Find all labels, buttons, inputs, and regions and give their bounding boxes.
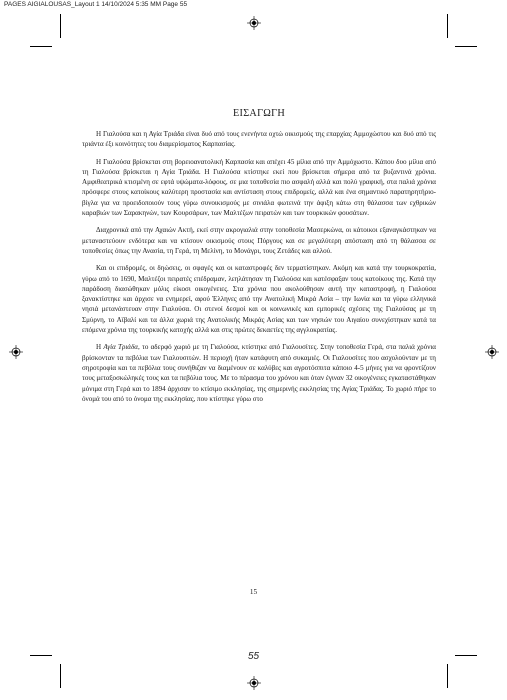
crop-mark-bottom-right-v: [447, 664, 448, 688]
folio-number: 55: [247, 651, 260, 662]
crop-mark-top-right-v: [447, 14, 448, 38]
crop-mark-top-right-h: [455, 46, 477, 47]
page-text-block: [82, 108, 436, 411]
paragraph-1: Η Γιαλούσα και η Αγία Τριάδα είναι δυό από τους ενενήντα οχτώ οικισμούς της επαρχίας Αμμοχώστου και δυό από τις τριάντα έξι κοινότητες του διαμερίσματος Καρπασίας.: [82, 130, 436, 149]
registration-mark-left-icon: [9, 345, 23, 359]
paragraph-5-start: Η: [96, 343, 104, 352]
crop-mark-top-left-v: [60, 14, 61, 38]
book-page-number: 15: [249, 588, 258, 596]
paragraph-5: [82, 342, 436, 404]
paragraph-5-rest: , το αδερφό χωριό με τη Γιαλούσα, κτίστηκε από Γιαλουσίτες. Στην τοποθεσία Γερά, στα παλιά χρόνια βρίσκονταν τα πεβόλια των Γιαλουσιτών. Η περιοχή ήταν κατάφυτη από συκαμιές. Οι Γιαλουσίτες που ασχολούνταν με τη σηροτροφία και τα πεβόλια τους συνήθιζαν να διαμένουν σε καλύβες και αγροτόσπιτα κάποιο 4-5 μήνες για να φροντίζουν τους μεταξοσκώληκές τους και τα πεβόλια τους. Με το πέρασμα του χρόνου και όταν έγιναν 32 οικογένειες εγκαταστάθηκαν μόνιμα στη Γερά και το 1894 άρχισαν το κτίσιμο εκκλησίας, της σημερινής εκκλησίας της Αγίας Τριάδας. Το χωριό πήρε το όνομά του από το όνομα της εκκλησίας, που κτίστηκε γύρω στο: [82, 343, 436, 403]
registration-mark-bottom-icon: [247, 676, 261, 690]
crop-mark-top-left-h: [30, 46, 52, 47]
registration-mark-top-icon: [247, 16, 261, 30]
printer-slug-line: PAGES AIGIALOUSAS_Layout 1 14/10/2024 5:35 MM Page 55: [4, 1, 188, 8]
paragraph-4: Και οι επιδρομές, οι δηώσεις, οι σφαγές και οι καταστροφές δεν τερματίστηκαν. Ακόμη και κατά την τουρκοκρατία, γύρω από το 1690, Μαλτέζοι πειρατές επέδραμαν, λεηλάτησαν τη Γιαλούσα και κατέσφαξαν τους κατοίκους της. Κατά την παράδοση διασώθηκαν μόλις είκοσι οικογένειες. Στα χρόνια που ακολούθησαν αυτή την καταστροφή, η Γιαλούσα ξανακτίστηκε και άρχισε να ενημερεί, αφού Έλληνες από την Ανατολική Μικρά Ασία – την Ιωνία και τα γύρω ελληνικά νησιά μετανάστευαν στην Γιαλούσα. Οι στενοί δεσμοί και οι κοινωνικές και εμπορικές σχέσεις της Γιαλούσας με τη Σμύρνη, το Αϊβαλί και τα άλλα χωριά της Ανατολικής Μικράς Ασίας και των νησιών του Αιγαίου συνεχίστηκαν κατά τα επόμενα χρόνια της τουρκικής κατοχής αλλά και στις πρώτες δεκαετίες της αγγλοκρατίας.: [82, 264, 436, 335]
paragraph-5-italic-name: Αγία Τριάδα: [103, 343, 138, 352]
crop-mark-bottom-left-v: [60, 664, 61, 688]
registration-mark-right-icon: [485, 345, 499, 359]
paragraph-2: Η Γιαλούσα βρίσκεται στη βορειοανατολική Καρπασία και απέχει 45 μίλια από την Αμμόχωστο. Κάπου δυο μίλια από τη Γιαλούσα βρίσκεται η Αγία Τριάδα. Η Γιαλούσα κτίστηκε εκεί που βρίσκεται σήμερα από τα βυζαντινά χρόνια. Αμφιθεατρικά κτισμένη σε εφτά υψώματα-λόφους, σε μια τοποθεσία πιο ασφαλή αλλά και πολύ γραφική, στα παλιά χρόνια πρόσφερε στους κατοίκους καλύτερη προστασία και αντίσταση στους επιδρομείς, αλλά και ένα σημαντικό παρατηρητήριο-βίγλα για να προειδοποιούν τους γύρω συνοικισμούς με σινιάλα φωτεινά την άφιξη κάτω στη θάλασσα των εχθρικών καραβιών των Σαρακηνών, των Κουρσάρων, των Μαλτέζων πειρατών και των τουρκικών φουσάτων.: [82, 157, 436, 218]
chapter-title: ΕΙΣΑΓΩΓΗ: [232, 108, 285, 119]
paragraph-3: Διαχρονικά από την Αχαιών Ακτή, εκεί στην ακρογιαλιά στην τοποθεσία Μασερκώνα, οι κάτοικοι εξαναγκάστηκαν να μεταναστεύουν ενδότερα και να κτίσουν οικισμούς στους Πύργους και σε μεγαλύτερη απόσταση από τη θάλασσα σε τοποθεσίες όπως την Ανασία, τη Γερά, τη Μελίνη, το Μονάγρι, τους Ζετάδες και αλλού.: [82, 226, 436, 255]
